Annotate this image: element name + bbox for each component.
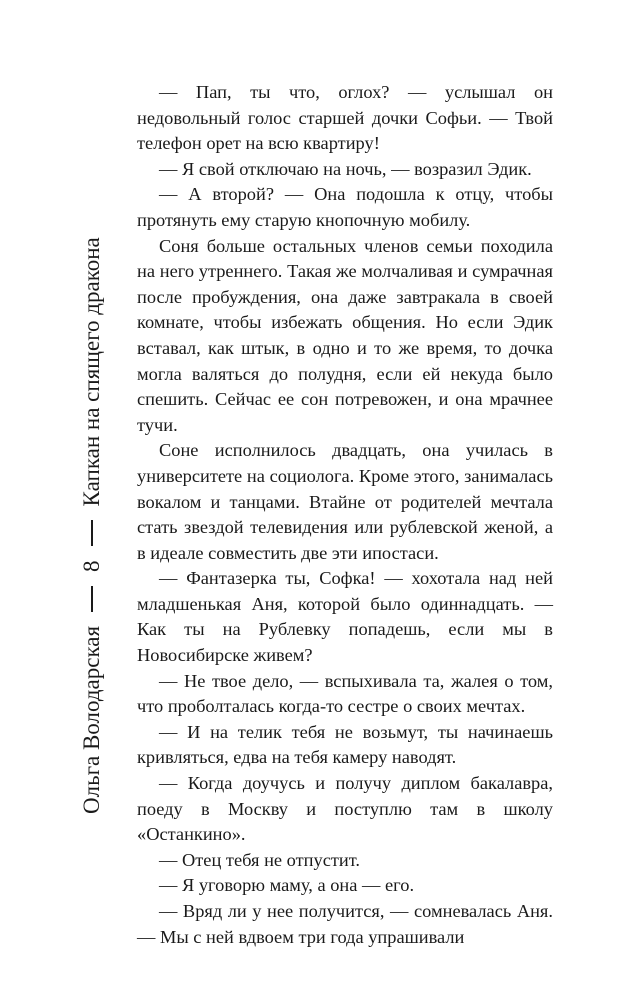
paragraph: — Пап, ты что, оглох? — услышал он недовольный голос старшей дочки Софьи. — Твой телефон орет на всю квартиру! [137,82,553,154]
page-number: 8 [79,560,104,572]
paragraph: Соня больше остальных членов семьи походила на него утреннего. Такая же молчаливая и сумрачная после пробуждения, она даже завтракала в своей комнате, чтобы избежать общения. Но если Эдик вставал, как штык, в одно и то же время, то дочка могла валяться до полудня, если ей некуда было спешить. Сейчас ее сон потревожен, и она мрачнее тучи. [137,235,553,435]
running-head-book-title: Капкан на спящего дракона [79,237,104,507]
paragraph: — Вряд ли у нее получится, — сомневалась Аня. — Мы с ней вдвоем три года упрашивали [137,901,553,947]
running-head-divider [91,586,92,612]
running-head-divider [91,520,92,546]
running-head-author: Ольга Володарская [79,625,104,814]
running-head [70,154,114,814]
paragraph: — Когда доучусь и получу диплом бакалавра, поеду в Москву и поступлю там в школу «Останкино». [137,773,553,845]
paragraph: — Я свой отключаю на ночь, — возразил Эдик. [159,158,532,179]
body-text [137,80,553,950]
paragraph: — Не твое дело, — вспыхивала та, жалея о том, что проболталась когда-то сестре о своих мечтах. [137,670,553,717]
running-head-text [70,154,114,814]
paragraph: — Отец тебя не отпустит. [159,849,360,870]
paragraph: — Я уговорю маму, а она — его. [159,875,415,896]
paragraph: — Фантазерка ты, Софка! — хохотала над ней младшенькая Аня, которой было одиннадцать. — Как ты на Рублевку попадешь, если мы в Новосибирске живем? [137,568,553,666]
paragraph: — И на телик тебя не возьмут, ты начинаешь кривляться, едва на тебя камеру наводят. [137,721,553,768]
paragraph: Соне исполнилось двадцать, она училась в университете на социолога. Кроме этого, занималась вокалом и танцами. Втайне от родителей мечтала стать звездой телевидения или рублевской женой, а в идеале совместить две эти ипостаси. [137,440,553,563]
paragraph: — А второй? — Она подошла к отцу, чтобы протянуть ему старую кнопочную мобилу. [137,184,553,230]
